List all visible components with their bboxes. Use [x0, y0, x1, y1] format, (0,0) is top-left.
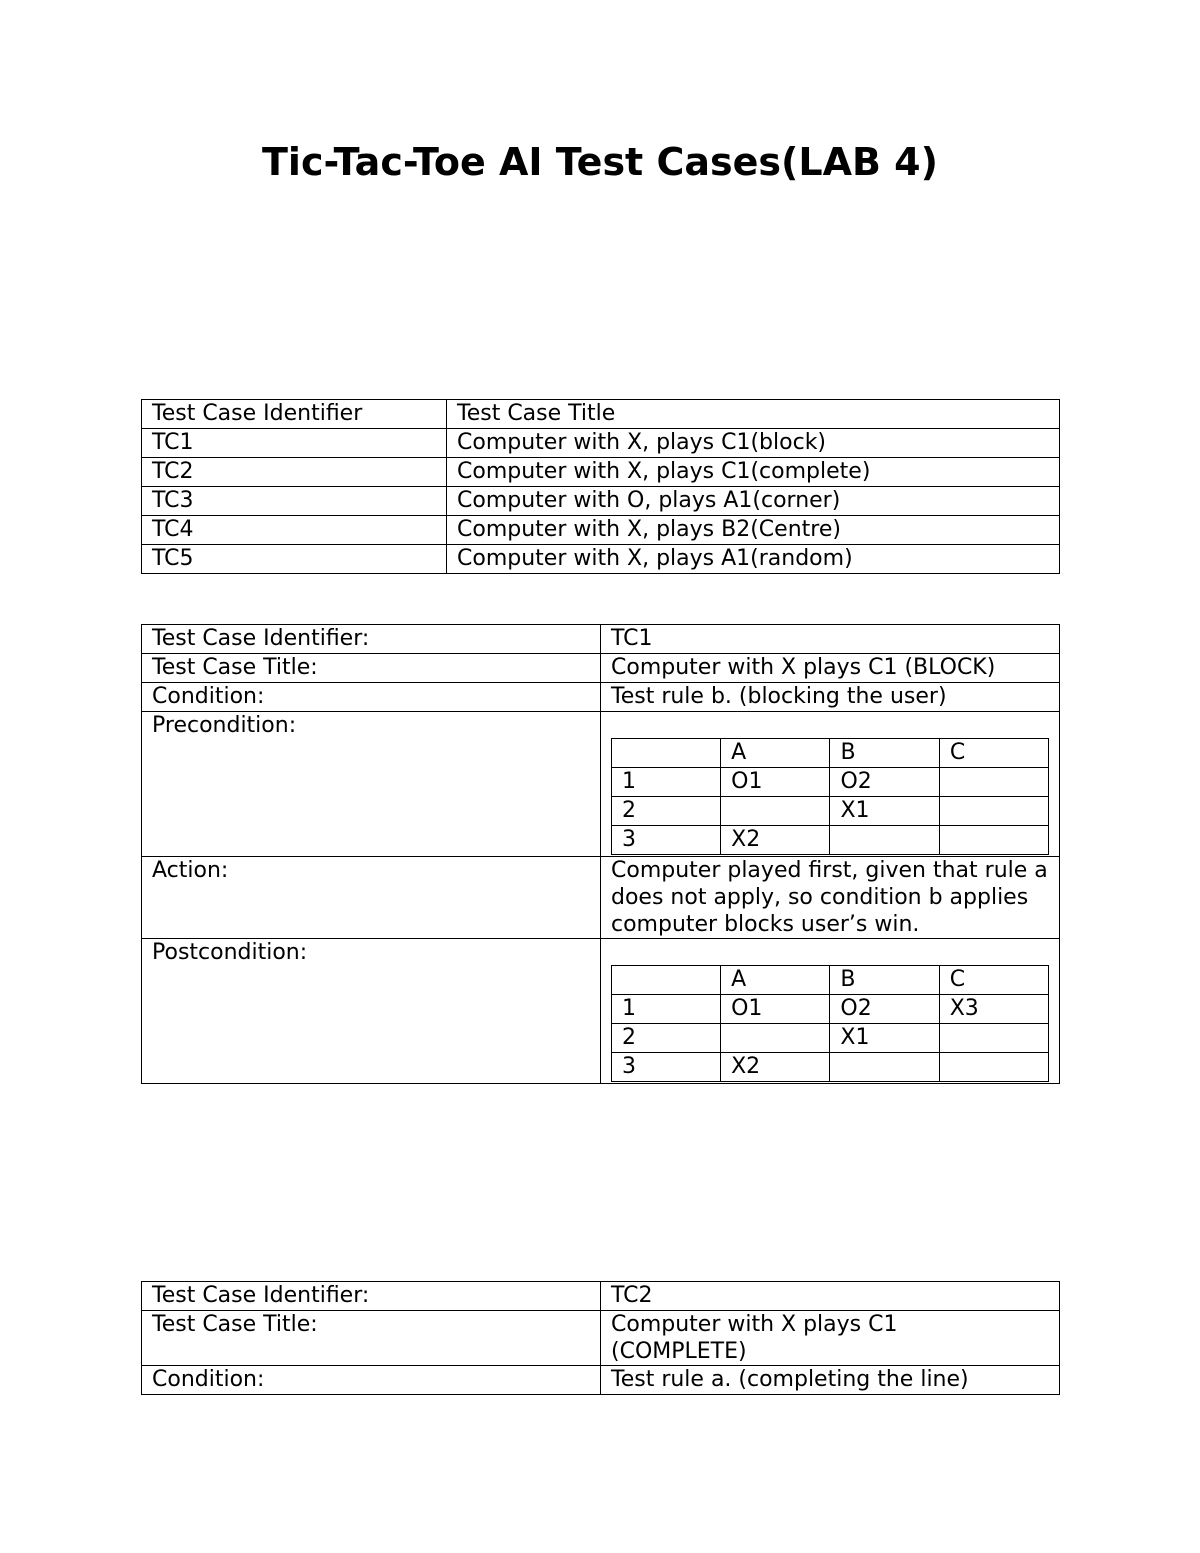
tc2-table — [141, 1281, 1060, 1395]
table-row — [142, 429, 1060, 458]
board-cell — [830, 826, 939, 855]
value-title: Computer with X plays C1 (COMPLETE) — [601, 1311, 1060, 1366]
summary-cell: Computer with X, plays C1(complete) — [447, 458, 1060, 487]
board-cell: C — [939, 966, 1048, 995]
board-cell — [939, 797, 1048, 826]
board-cell: A — [721, 739, 830, 768]
board-cell: C — [939, 739, 1048, 768]
summary-cell: TC2 — [142, 458, 447, 487]
board-cell: O2 — [830, 995, 939, 1024]
precondition-board-cell — [601, 712, 1060, 857]
label-postcondition: Postcondition: — [142, 939, 601, 1084]
board-cell — [939, 768, 1048, 797]
table-row — [142, 1366, 1060, 1395]
value-identifier: TC1 — [601, 625, 1060, 654]
board-cell: 1 — [612, 768, 721, 797]
label-identifier: Test Case Identifier: — [142, 625, 601, 654]
board-cell: B — [830, 966, 939, 995]
value-condition: Test rule b. (blocking the user) — [601, 683, 1060, 712]
summary-table — [141, 399, 1060, 574]
board-row — [612, 966, 1049, 995]
summary-header-title: Test Case Title — [447, 400, 1060, 429]
board-row — [612, 739, 1049, 768]
label-precondition: Precondition: — [142, 712, 601, 857]
board-cell: 2 — [612, 797, 721, 826]
summary-header-identifier: Test Case Identifier — [142, 400, 447, 429]
board-row — [612, 1024, 1049, 1053]
board-cell — [721, 1024, 830, 1053]
summary-cell: TC1 — [142, 429, 447, 458]
table-row — [142, 625, 1060, 654]
table-row — [142, 400, 1060, 429]
board-cell: 2 — [612, 1024, 721, 1053]
page-title: Tic-Tac-Toe AI Test Cases(LAB 4) — [262, 140, 938, 184]
board-row — [612, 1053, 1049, 1082]
summary-cell: Computer with X, plays B2(Centre) — [447, 516, 1060, 545]
summary-cell: Computer with X, plays A1(random) — [447, 545, 1060, 574]
table-row — [142, 487, 1060, 516]
board-cell: X2 — [721, 1053, 830, 1082]
table-row — [142, 683, 1060, 712]
label-title: Test Case Title: — [142, 1311, 601, 1366]
table-row — [142, 939, 1060, 1084]
board-cell — [721, 797, 830, 826]
board-cell: 3 — [612, 1053, 721, 1082]
table-row — [142, 1311, 1060, 1366]
board-cell: O1 — [721, 768, 830, 797]
board-row — [612, 768, 1049, 797]
summary-cell: Computer with O, plays A1(corner) — [447, 487, 1060, 516]
table-row — [142, 545, 1060, 574]
value-condition: Test rule a. (completing the line) — [601, 1366, 1060, 1395]
board-cell — [612, 739, 721, 768]
table-row — [142, 1282, 1060, 1311]
board-cell: X1 — [830, 1024, 939, 1053]
board-row — [612, 826, 1049, 855]
board-cell — [830, 1053, 939, 1082]
table-row — [142, 712, 1060, 857]
summary-cell: TC5 — [142, 545, 447, 574]
board-cell: B — [830, 739, 939, 768]
label-action: Action: — [142, 857, 601, 939]
board-cell — [939, 1053, 1048, 1082]
summary-cell: TC4 — [142, 516, 447, 545]
table-row — [142, 458, 1060, 487]
postcondition-board-cell — [601, 939, 1060, 1084]
board-cell: 1 — [612, 995, 721, 1024]
label-title: Test Case Title: — [142, 654, 601, 683]
board-cell: O1 — [721, 995, 830, 1024]
value-title: Computer with X plays C1 (BLOCK) — [601, 654, 1060, 683]
label-condition: Condition: — [142, 1366, 601, 1395]
table-row — [142, 857, 1060, 939]
board-row — [612, 797, 1049, 826]
value-action: Computer played first, given that rule a does not apply, so condition b applies computer blocks user’s win. — [601, 857, 1060, 939]
board-cell: 3 — [612, 826, 721, 855]
board-cell — [939, 826, 1048, 855]
postcondition-board — [611, 965, 1049, 1082]
label-condition: Condition: — [142, 683, 601, 712]
board-cell: X1 — [830, 797, 939, 826]
board-cell: A — [721, 966, 830, 995]
board-cell: O2 — [830, 768, 939, 797]
board-cell: X2 — [721, 826, 830, 855]
board-cell — [612, 966, 721, 995]
label-identifier: Test Case Identifier: — [142, 1282, 601, 1311]
precondition-board — [611, 738, 1049, 855]
summary-cell: Computer with X, plays C1(block) — [447, 429, 1060, 458]
board-cell: X3 — [939, 995, 1048, 1024]
board-cell — [939, 1024, 1048, 1053]
tc1-table — [141, 624, 1060, 1084]
table-row — [142, 516, 1060, 545]
value-identifier: TC2 — [601, 1282, 1060, 1311]
summary-cell: TC3 — [142, 487, 447, 516]
table-row — [142, 654, 1060, 683]
board-row — [612, 995, 1049, 1024]
